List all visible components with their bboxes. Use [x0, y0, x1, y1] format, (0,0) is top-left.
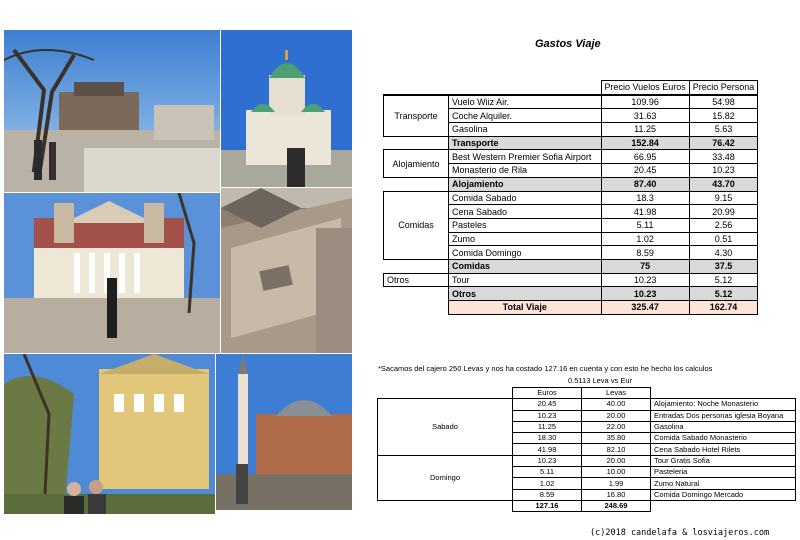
subtotal-label: Alojamiento — [449, 177, 602, 191]
item-label: Zumo — [449, 232, 602, 246]
item-euros: 11.25 — [601, 123, 689, 137]
row-desc: Entradas Dos personas iglesia Boyana — [651, 410, 796, 421]
photo-yellow-building-couple — [4, 354, 215, 514]
item-label: Tour — [449, 273, 602, 287]
row-euros: 1.02 — [513, 478, 582, 489]
photo-roman-ruins — [221, 188, 352, 353]
total-label: Total Viaje — [449, 301, 602, 315]
row-euros: 41.98 — [513, 444, 582, 455]
atm-note: *Sacamos del cajero 250 Levas y nos ha costado 127.16 en cuenta y con esto he hecho los calculos — [378, 364, 713, 373]
subtotal-label: Transporte — [449, 136, 602, 150]
item-euros: 109.96 — [601, 95, 689, 109]
item-label: Best Western Premier Sofia Airport — [449, 150, 602, 164]
row-euros: 10.23 — [513, 455, 582, 466]
col-precio-persona: Precio Persona — [689, 81, 758, 95]
item-label: Monasterio de Rila — [449, 164, 602, 178]
subtotal-persona: 43.70 — [689, 177, 758, 191]
category-otros: Otros — [384, 273, 449, 287]
total-euros: 325.47 — [601, 301, 689, 315]
col-precio-vuelos-euros: Precio Vuelos Euros — [601, 81, 689, 95]
item-euros: 8.59 — [601, 246, 689, 260]
levas-total-row — [378, 500, 796, 511]
item-label: Gasolina — [449, 123, 602, 137]
item-persona: 4.30 — [689, 246, 758, 260]
row-euros: 10.23 — [513, 410, 582, 421]
item-euros: 20.45 — [601, 164, 689, 178]
row-euros: 8.59 — [513, 489, 582, 500]
table-row — [384, 95, 758, 109]
table-row — [378, 399, 796, 410]
row-euros: 18.30 — [513, 433, 582, 444]
row-euros: 20.45 — [513, 399, 582, 410]
subtotal-persona: 5.12 — [689, 287, 758, 301]
item-persona: 54.98 — [689, 95, 758, 109]
subtotal-euros: 152.84 — [601, 136, 689, 150]
row-levas: 20.00 — [582, 455, 651, 466]
item-persona: 33.48 — [689, 150, 758, 164]
subtotal-row-alojamiento — [384, 177, 758, 191]
subtotal-persona: 37.5 — [689, 259, 758, 273]
exchange-rate: 0.5113 Leva vs Eur — [568, 376, 633, 385]
subtotal-euros: 10.23 — [601, 287, 689, 301]
col-euros: Euros — [513, 388, 582, 399]
item-label: Pasteles — [449, 218, 602, 232]
subtotal-label: Comidas — [449, 259, 602, 273]
item-persona: 0.51 — [689, 232, 758, 246]
photo-plaza-national-theatre — [4, 30, 220, 192]
row-euros: 11.25 — [513, 421, 582, 432]
page-title: Gastos Viaje — [535, 38, 601, 50]
total-row — [384, 301, 758, 315]
row-levas: 16.80 — [582, 489, 651, 500]
subtotal-euros: 75 — [601, 259, 689, 273]
row-desc: Comida Domingo Mercado — [651, 489, 796, 500]
total-persona: 162.74 — [689, 301, 758, 315]
item-euros: 10.23 — [601, 273, 689, 287]
gastos-table — [383, 80, 758, 315]
gastos-header-row — [384, 81, 758, 95]
item-euros: 1.02 — [601, 232, 689, 246]
item-euros: 66.95 — [601, 150, 689, 164]
item-persona: 20.99 — [689, 205, 758, 219]
item-persona: 9.15 — [689, 191, 758, 205]
row-desc: Tour Gratis Sofia — [651, 455, 796, 466]
col-levas: Levas — [582, 388, 651, 399]
item-persona: 15.82 — [689, 109, 758, 123]
row-levas: 20.00 — [582, 410, 651, 421]
row-desc: Gasolina — [651, 421, 796, 432]
item-label: Vuelo Wiiz Air. — [449, 95, 602, 109]
row-levas: 22.00 — [582, 421, 651, 432]
levas-table — [377, 387, 796, 512]
subtotal-row-transporte — [384, 136, 758, 150]
item-persona: 5.63 — [689, 123, 758, 137]
table-row — [384, 150, 758, 164]
subtotal-label: Otros — [449, 287, 602, 301]
day-sabado: Sabado — [378, 399, 513, 455]
levas-header-row — [378, 388, 796, 399]
row-levas: 40.00 — [582, 399, 651, 410]
category-transporte: Transporte — [384, 95, 449, 137]
item-label: Coche Alquiler. — [449, 109, 602, 123]
item-label: Comida Sabado — [449, 191, 602, 205]
category-alojamiento: Alojamiento — [384, 150, 449, 177]
row-desc: Zumo Natural — [651, 478, 796, 489]
subtotal-row-otros — [384, 287, 758, 301]
category-comidas: Comidas — [384, 191, 449, 259]
subtotal-persona: 76.42 — [689, 136, 758, 150]
row-levas: 10.00 — [582, 467, 651, 478]
table-row — [384, 191, 758, 205]
item-persona: 2.56 — [689, 218, 758, 232]
item-euros: 31.63 — [601, 109, 689, 123]
photo-mosque-minaret — [216, 354, 352, 510]
item-euros: 41.98 — [601, 205, 689, 219]
item-persona: 5.12 — [689, 273, 758, 287]
item-euros: 18.3 — [601, 191, 689, 205]
row-euros: 5.11 — [513, 467, 582, 478]
row-levas: 1.99 — [582, 478, 651, 489]
row-desc: Pasteleria — [651, 467, 796, 478]
row-levas: 35.80 — [582, 433, 651, 444]
table-row — [384, 273, 758, 287]
photo-alexander-nevsky-cathedral — [221, 30, 352, 187]
day-domingo: Domingo — [378, 455, 513, 500]
row-desc: Comida Sabado Monasterio — [651, 433, 796, 444]
subtotal-row-comidas — [384, 259, 758, 273]
item-euros: 5.11 — [601, 218, 689, 232]
photo-national-theatre-square — [4, 193, 220, 353]
item-label: Cena Sabado — [449, 205, 602, 219]
table-row — [378, 455, 796, 466]
copyright-credit: (c)2018 candelafa & losviajeros.com — [590, 528, 770, 538]
total-euros: 127.16 — [513, 500, 582, 511]
row-desc: Alojamiento: Noche Monasterio — [651, 399, 796, 410]
item-label: Comida Domingo — [449, 246, 602, 260]
item-persona: 10.23 — [689, 164, 758, 178]
subtotal-euros: 87.40 — [601, 177, 689, 191]
total-levas: 248.69 — [582, 500, 651, 511]
row-levas: 82.10 — [582, 444, 651, 455]
row-desc: Cena Sabado Hotel Rilets — [651, 444, 796, 455]
